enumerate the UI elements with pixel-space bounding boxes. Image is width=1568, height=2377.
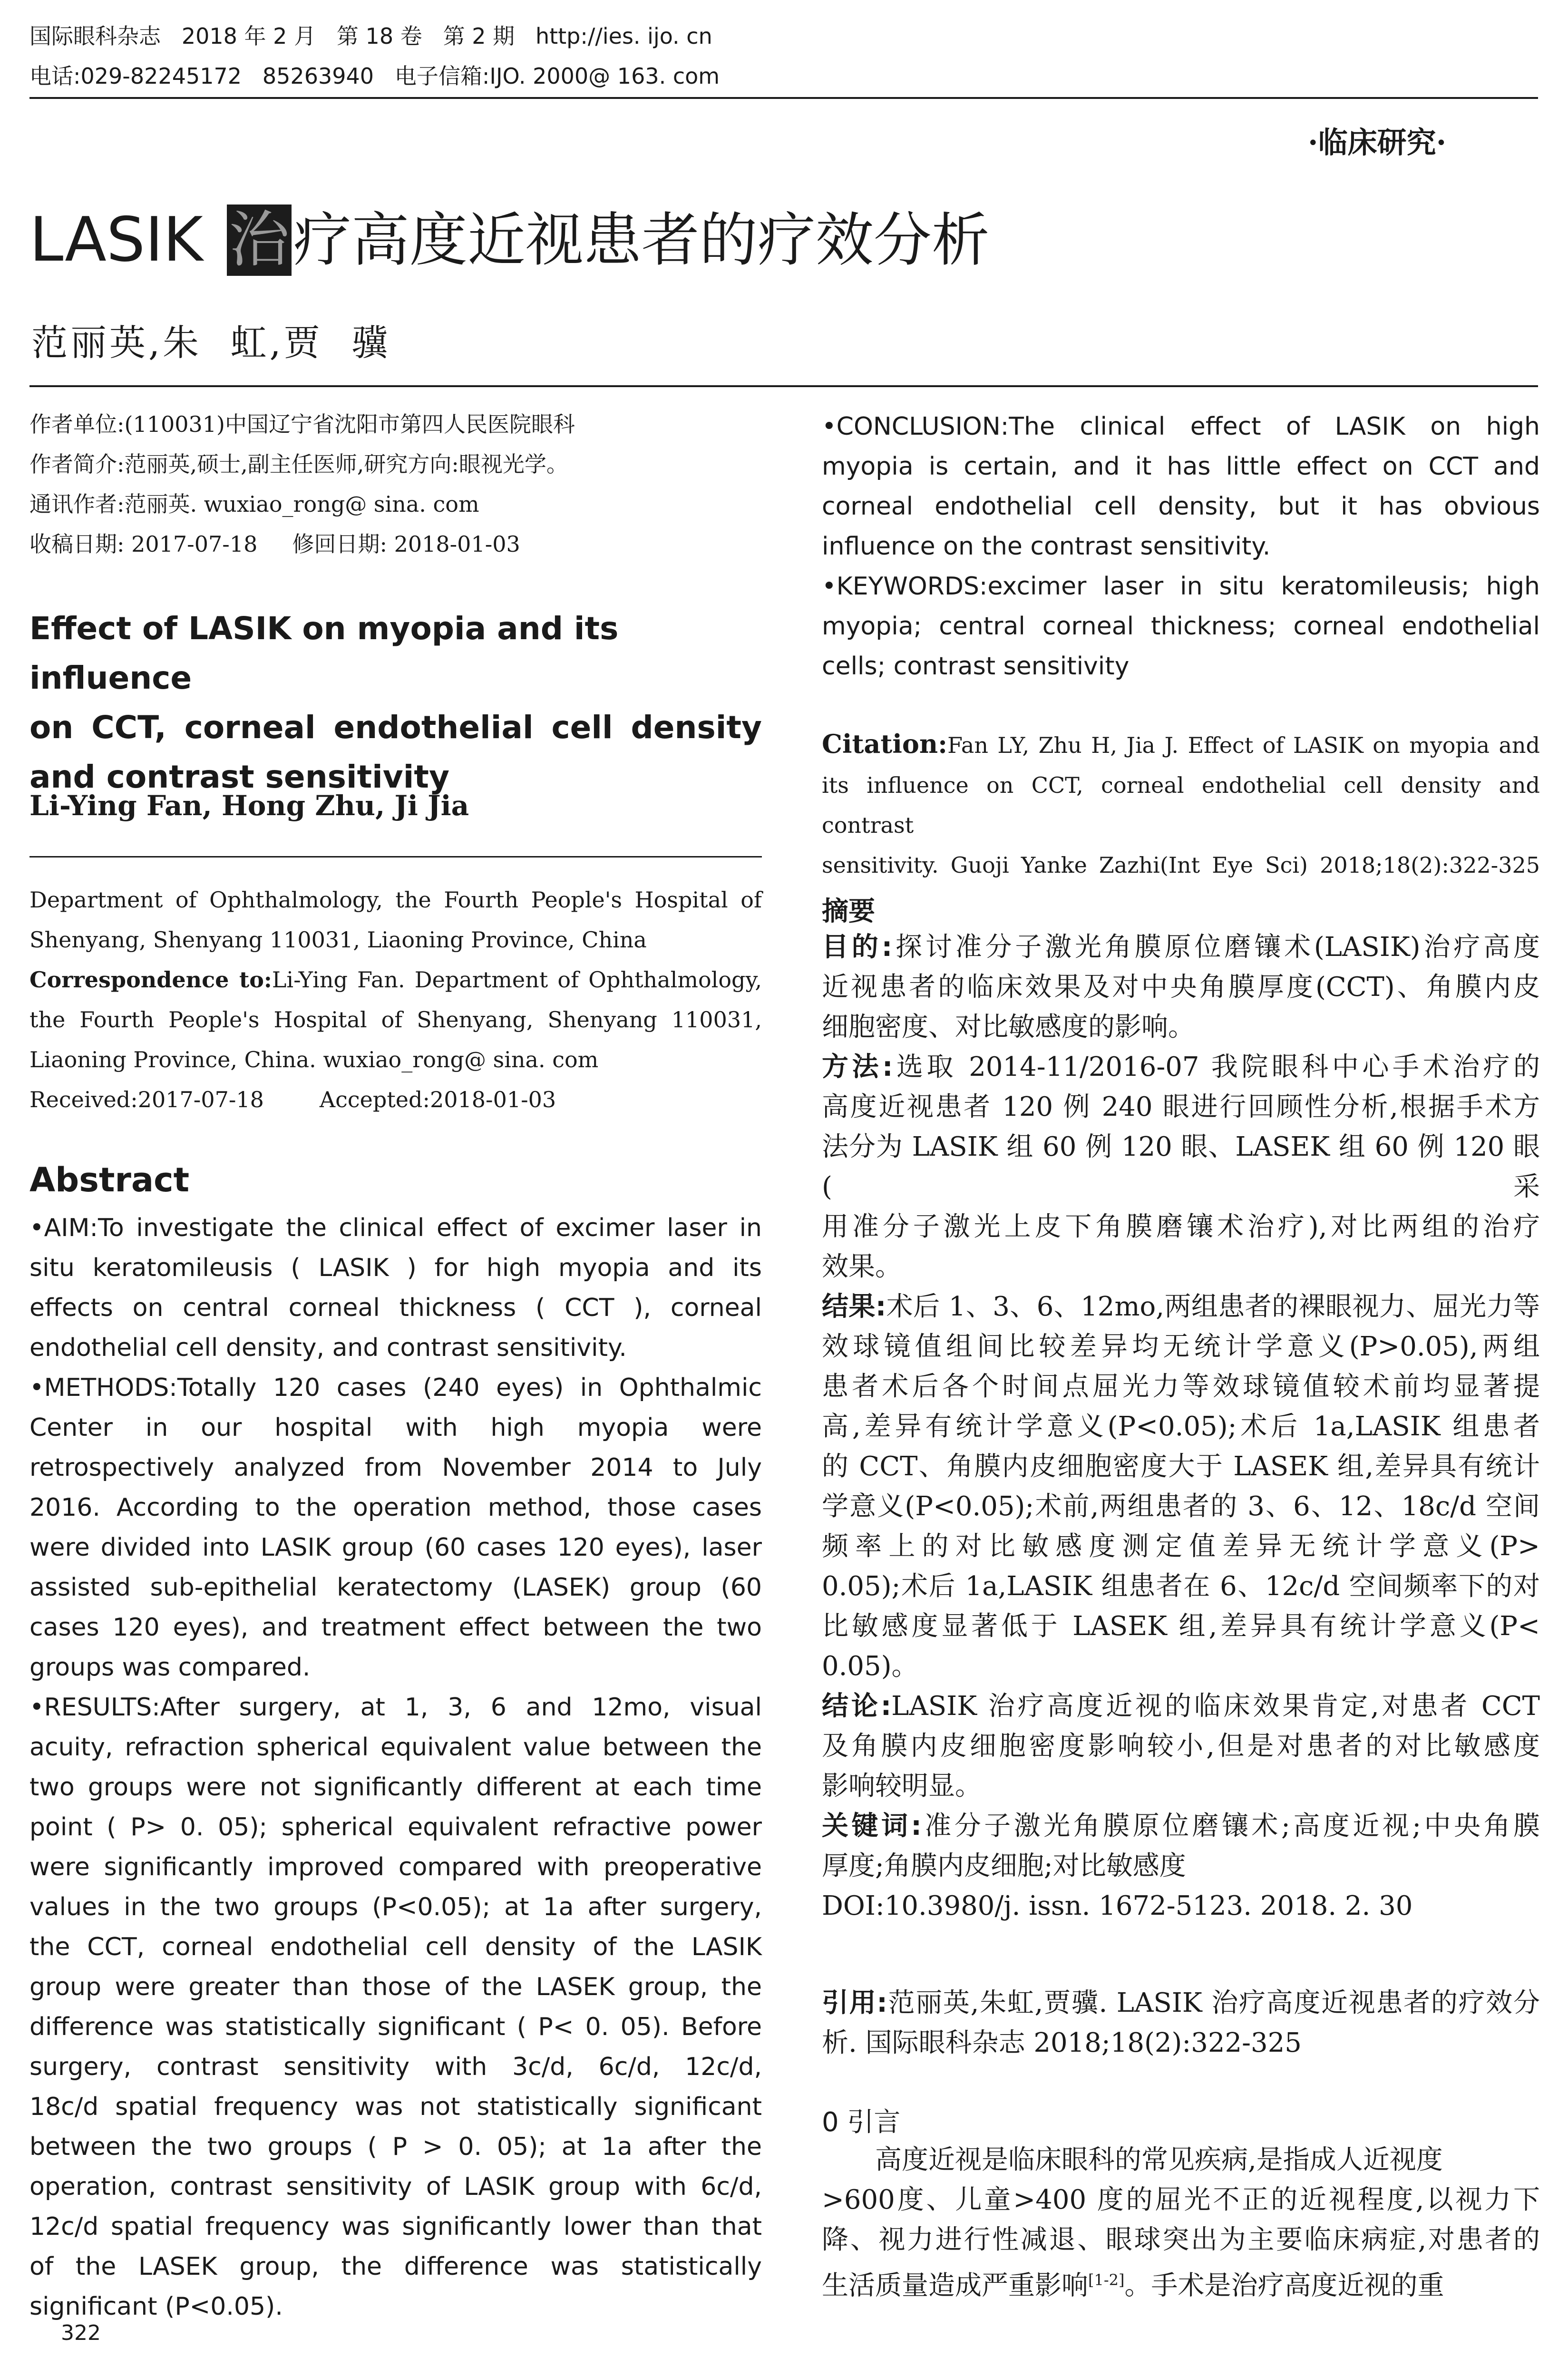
results-text: were significantly improved compared with preoperative <box>29 1853 762 1881</box>
cn-methods-text: 高度近视患者 120 例 240 眼进行回顾性分析,根据手术方 <box>822 1091 1540 1122</box>
keywords-text: excimer laser in situ keratomileusis; high <box>987 572 1540 601</box>
aim-text: situ keratomileusis ( LASIK ) for high myopia and its <box>29 1254 762 1282</box>
results-text: 12c/d spatial frequency was significantly lower than that <box>29 2212 762 2241</box>
conclusion-text: corneal endothelial cell density, but it has obvious <box>822 492 1540 521</box>
journal-header-line2: 电话:029-82245172 85263940 电子信箱:IJO. 2000@ 163. com <box>29 63 720 89</box>
cn-methods-text: 效果。 <box>822 1251 902 1282</box>
keywords-label: •KEYWORDS: <box>822 572 988 601</box>
results-text: of the LASEK group, the difference was statistically <box>29 2252 762 2281</box>
cn-results-text: 高,差异有统计学意义(P<0.05);术后 1a,LASIK 组患者 <box>822 1411 1540 1442</box>
journal-header-line1: 国际眼科杂志 2018 年 2 月 第 18 卷 第 2 期 http://ies. ijo. cn <box>29 23 712 49</box>
cn-methods-label: 方法: <box>822 1052 893 1082</box>
correspondence-label: Correspondence to: <box>29 967 272 993</box>
cn-keywords-text: 厚度;角膜内皮细胞;对比敏感度 <box>822 1851 1186 1881</box>
affiliation-en <box>29 880 762 1120</box>
cn-keywords-text: 准分子激光角膜原位磨镶术;高度近视;中央角膜 <box>921 1811 1540 1841</box>
conclusion-label: •CONCLUSION: <box>822 412 1009 441</box>
citation-label: Citation: <box>822 729 948 759</box>
cn-results-text: 患者术后各个时间点屈光力等效球镜值较术前均显著提 <box>822 1371 1540 1402</box>
authors-en: Li-Ying Fan, Hong Zhu, Ji Jia <box>29 789 469 822</box>
intro-text: 生活质量造成严重影响 <box>822 2270 1088 2301</box>
english-title-line: Effect of LASIK on myopia and its influence <box>29 610 619 696</box>
results-text: point ( P> 0. 05); spherical equivalent refractive power <box>29 1813 762 1841</box>
cn-aim-text: 近视患者的临床效果及对中央角膜厚度(CCT)、角膜内皮 <box>822 972 1540 1003</box>
cn-results-label: 结果: <box>822 1291 886 1322</box>
author-info-cn <box>29 404 762 564</box>
info-bio: 作者简介:范丽英,硕士,副主任医师,研究方向:眼视光学。 <box>29 451 568 477</box>
citation-text: its influence on CCT, corneal endothelial cell density and contrast <box>822 772 1540 838</box>
cn-results-text: 0.05)。 <box>822 1651 918 1682</box>
cn-conclusion-label: 结论: <box>822 1691 892 1722</box>
aim-text: To investigate the clinical effect of excimer laser in <box>97 1214 762 1242</box>
header-rule <box>29 97 1538 99</box>
english-title-line: on CCT, corneal endothelial cell density <box>29 709 762 746</box>
intro-body <box>822 2140 1540 2306</box>
conclusion-text: myopia is certain, and it has little effect on CCT and <box>822 452 1540 481</box>
results-label: •RESULTS: <box>29 1693 160 1722</box>
correspondence-line: Li-Ying Fan. Department of Ophthalmology, <box>272 967 762 993</box>
cn-results-text: 0.05);术后 1a,LASIK 组患者在 6、12c/d 空间频率下的对 <box>822 1571 1540 1602</box>
abstract-cn-body <box>822 927 1540 1926</box>
methods-text: Totally 120 cases (240 eyes) in Ophthalmic <box>177 1374 762 1402</box>
title-highlight-char: 治 <box>227 205 292 276</box>
citation-text: sensitivity. Guoji Yanke Zazhi(Int Eye Sci) 2018;18(2):322-325 <box>822 852 1540 878</box>
results-text: two groups were not significantly different at each time <box>29 1773 762 1802</box>
section-tag: ·临床研究· <box>1308 125 1447 160</box>
abstract-heading: Abstract <box>29 1160 190 1199</box>
cn-methods-text: 用准分子激光上皮下角膜磨镶术治疗),对比两组的治疗 <box>822 1211 1540 1242</box>
english-title-line: and contrast sensitivity <box>29 759 449 795</box>
cn-results-text: 效球镜值组间比较差异均无统计学意义(P>0.05),两组 <box>822 1331 1540 1362</box>
results-text: difference was statistically significant ( P< 0. 05). Before <box>29 2013 762 2041</box>
abstract-en-body <box>29 1208 762 2327</box>
intro-text: 降、视力进行性减退、眼球突出为主要临床病症,对患者的 <box>822 2224 1540 2255</box>
citation-en <box>822 724 1540 885</box>
info-affiliation: 作者单位:(110031)中国辽宁省沈阳市第四人民医院眼科 <box>29 411 575 437</box>
cn-aim-text: 探讨准分子激光角膜原位磨镶术(LASIK)治疗高度 <box>892 932 1540 963</box>
results-text: acuity, refraction spherical equivalent value between the <box>29 1733 762 1762</box>
authors-en-rule <box>29 856 762 857</box>
cn-results-text: 比敏感度显著低于 LASEK 组,差异具有统计学意义(P< <box>822 1611 1540 1642</box>
results-text: between the two groups ( P > 0. 05); at 1a after the <box>29 2133 762 2161</box>
cn-conclusion-text: 影响较明显。 <box>822 1771 982 1802</box>
page-title <box>29 200 990 281</box>
keywords-text: myopia; central corneal thickness; corneal endothelial <box>822 612 1540 641</box>
results-text: values in the two groups (P<0.05); at 1a after surgery, <box>29 1893 762 1921</box>
results-text: significant (P<0.05). <box>29 2292 283 2321</box>
cn-aim-text: 细胞密度、对比敏感度的影响。 <box>822 1012 1195 1042</box>
info-dates: 收稿日期: 2017-07-18 修回日期: 2018-01-03 <box>29 531 520 557</box>
aim-text: endothelial cell density, and contrast sensitivity. <box>29 1334 627 1362</box>
methods-text: retrospectively analyzed from November 2014 to July <box>29 1453 762 1482</box>
methods-text: assisted sub-epithelial keratectomy (LASEK) group (60 <box>29 1573 762 1602</box>
cn-results-text: 术后 1、3、6、12mo,两组患者的裸眼视力、屈光力等 <box>886 1291 1540 1322</box>
page-number: 322 <box>61 2321 101 2345</box>
doi: DOI:10.3980/j. issn. 1672-5123. 2018. 2. 30 <box>822 1890 1413 1921</box>
abstract-cn-heading: 摘要 <box>822 896 875 927</box>
keywords-text: cells; contrast sensitivity <box>822 652 1130 681</box>
results-text: After surgery, at 1, 3, 6 and 12mo, visual <box>160 1693 762 1722</box>
conclusion-text: The clinical effect of LASIK on high <box>1009 412 1540 441</box>
citation-cn-label: 引用: <box>822 1987 887 2018</box>
affiliation-line: Department of Ophthalmology, the Fourth People's Hospital of <box>29 887 762 913</box>
methods-text: were divided into LASIK group (60 cases 120 eyes), laser <box>29 1533 762 1562</box>
cn-results-text: 的 CCT、角膜内皮细胞密度大于 LASEK 组,差异具有统计 <box>822 1451 1540 1482</box>
aim-label: •AIM: <box>29 1214 98 1242</box>
methods-text: cases 120 eyes), and treatment effect between the two <box>29 1613 762 1642</box>
title-lasik: LASIK <box>29 205 203 275</box>
results-text: group were greater than those of the LASEK group, the <box>29 1973 762 2001</box>
results-text: the CCT, corneal endothelial cell density of the LASIK <box>29 1933 762 1961</box>
abstract-en-right <box>822 407 1540 686</box>
citation-cn-text: 范丽英,朱虹,贾骥. LASIK 治疗高度近视患者的疗效分 <box>887 1987 1540 2018</box>
cn-methods-text: 法分为 LASIK 组 60 例 120 眼、LASEK 组 60 例 120 眼(采 <box>822 1131 1540 1202</box>
cn-conclusion-text: LASIK 治疗高度近视的临床效果肯定,对患者 CCT <box>891 1691 1540 1722</box>
cn-keywords-label: 关键词: <box>822 1811 922 1841</box>
english-title <box>29 604 762 802</box>
methods-text: groups was compared. <box>29 1653 311 1682</box>
cn-methods-text: 选取 2014-11/2016-07 我院眼科中心手术治疗的 <box>893 1052 1540 1082</box>
methods-text: Center in our hospital with high myopia were <box>29 1413 762 1442</box>
cn-results-text: 学意义(P<0.05);术前,两组患者的 3、6、12、18c/d 空间 <box>822 1491 1540 1522</box>
intro-text: 。手术是治疗高度近视的重 <box>1124 2270 1444 2301</box>
results-text: operation, contrast sensitivity of LASIK group with 6c/d, <box>29 2172 762 2201</box>
results-text: surgery, contrast sensitivity with 3c/d, 6c/d, 12c/d, <box>29 2053 762 2081</box>
citation-cn-text: 析. 国际眼科杂志 2018;18(2):322-325 <box>822 2027 1302 2058</box>
title-rest: 疗高度近视患者的疗效分析 <box>293 206 990 274</box>
cn-results-text: 频率上的对比敏感度测定值差异无统计学意义(P> <box>822 1531 1540 1562</box>
correspondence-line: the Fourth People's Hospital of Shenyang, Shenyang 110031, <box>29 1007 762 1033</box>
cn-conclusion-text: 及角膜内皮细胞密度影响较小,但是对患者的对比敏感度 <box>822 1731 1540 1762</box>
cn-aim-label: 目的: <box>822 932 893 963</box>
intro-text: 高度近视是临床眼科的常见疾病,是指成人近视度 <box>875 2144 1443 2175</box>
intro-text: >600度、儿童>400 度的屈光不正的近视程度,以视力下 <box>822 2184 1540 2215</box>
methods-label: •METHODS: <box>29 1374 177 1402</box>
received-accepted: Received:2017-07-18 Accepted:2018-01-03 <box>29 1087 556 1112</box>
methods-text: 2016. According to the operation method, those cases <box>29 1493 762 1522</box>
results-text: 18c/d spatial frequency was not statistically significant <box>29 2093 762 2121</box>
title-rule <box>29 385 1538 387</box>
intro-ref: [1-2] <box>1088 2271 1125 2289</box>
authors-cn: 范丽英,朱 虹,贾 骥 <box>31 321 390 364</box>
correspondence-line: Liaoning Province, China. wuxiao_rong@ sina. com <box>29 1047 599 1072</box>
citation-text: Fan LY, Zhu H, Jia J. Effect of LASIK on myopia and <box>947 732 1540 758</box>
aim-text: effects on central corneal thickness ( CCT ), corneal <box>29 1294 762 1322</box>
info-correspondence: 通讯作者:范丽英. wuxiao_rong@ sina. com <box>29 491 479 517</box>
affiliation-line: Shenyang, Shenyang 110031, Liaoning Province, China <box>29 927 647 953</box>
citation-cn <box>822 1983 1540 2063</box>
intro-heading: 0 引言 <box>822 2107 901 2138</box>
conclusion-text: influence on the contrast sensitivity. <box>822 532 1271 561</box>
